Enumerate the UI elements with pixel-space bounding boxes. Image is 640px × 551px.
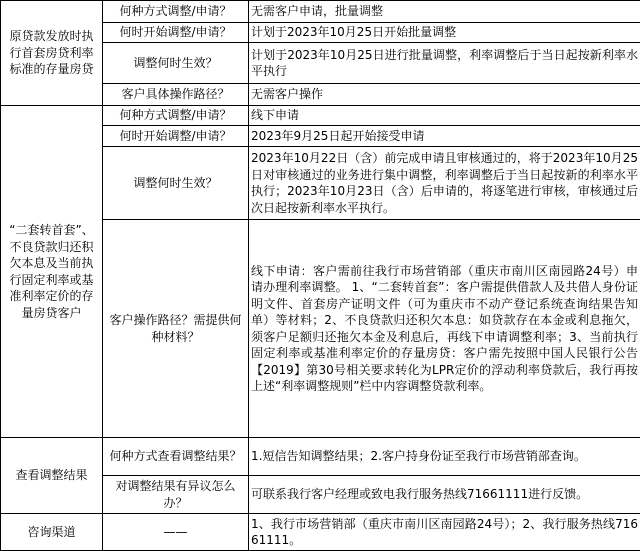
table-row (1, 106, 640, 126)
category-cell: 咨询渠道 (1, 514, 103, 551)
question-cell: 调整何时生效？ (103, 43, 249, 84)
table-row (1, 1, 640, 23)
answer-cell: 线下申请：客户需前往我行市场营销部（重庆市南川区南园路24号）申请办理利率调整。 1、“二套转首套”：客户需提供借款人及共借人身份证明文件、首套房产证明文件（可为重庆市不动产登记系统查询结果告知单）等材料；2、不良贷款归还积欠本息：如贷款存在本金或利息拖欠，须客户足额归还拖欠本金及利息后，再线下申请调整利率；3、当前执行固定利率或基准利率定价的存量房贷：客户需先按照中国人民银行公告【2019】第30号相关要求转化为LPR定价的浮动利率贷款后，我行再按上述“利率调整规则”栏中内容调整贷款利率。 (249, 220, 640, 438)
question-cell: 客户操作路径？需提供何种材料？ (103, 220, 249, 438)
category-cell: “二套转首套”、不良贷款归还积欠本息及当前执行固定利率或基准利率定价的存量房贷客户 (1, 106, 103, 438)
answer-cell: 计划于2023年10月25日进行批量调整，利率调整后于当日起按新利率水平执行 (249, 43, 640, 84)
answer-cell: 无需客户申请，批量调整 (249, 1, 640, 23)
question-cell: 对调整结果有异议怎么办？ (103, 476, 249, 514)
answer-cell: 可联系我行客户经理或致电我行服务热线71661111进行反馈。 (249, 476, 640, 514)
category-cell: 查看调整结果 (1, 438, 103, 514)
answer-cell: 计划于2023年10月25日开始批量调整 (249, 23, 640, 43)
question-cell: 客户具体操作路径？ (103, 84, 249, 106)
table-row (1, 514, 640, 551)
question-cell: 何种方式调整/申请？ (103, 106, 249, 126)
answer-cell: 线下申请 (249, 106, 640, 126)
question-cell: 调整何时生效？ (103, 147, 249, 220)
question-cell: 何时开始调整/申请？ (103, 126, 249, 147)
answer-cell: 1.短信告知调整结果；2.客户持身份证至我行市场营销部查询。 (249, 438, 640, 476)
answer-cell: 2023年10月22日（含）前完成申请且审核通过的，将于2023年10月25日对审核通过的业务进行集中调整，利率调整后于当日起按新的利率水平执行；2023年10月23日（含）后申请的，将逐笔进行审核，审核通过后次日起按新利率水平执行。 (249, 147, 640, 220)
answer-cell: 1、我行市场营销部（重庆市南川区南园路24号）；2、我行服务热线71661111。 (249, 514, 640, 551)
question-cell: —— (103, 514, 249, 551)
answer-cell: 2023年9月25日起开始接受申请 (249, 126, 640, 147)
answer-cell: 无需客户操作 (249, 84, 640, 106)
question-cell: 何种方式查看调整结果？ (103, 438, 249, 476)
question-cell: 何种方式调整/申请？ (103, 1, 249, 23)
question-cell: 何时开始调整/申请？ (103, 23, 249, 43)
category-cell: 原贷款发放时执行首套房贷利率标准的存量房贷 (1, 1, 103, 106)
table-row (1, 438, 640, 476)
